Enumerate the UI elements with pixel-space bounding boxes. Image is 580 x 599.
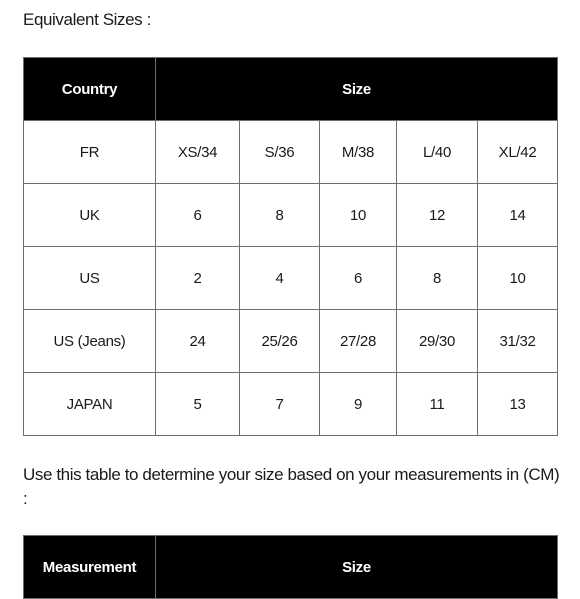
size-cell: L/40 <box>397 121 478 184</box>
size-cell: 5 <box>156 373 240 436</box>
size-cell: 6 <box>156 184 240 247</box>
measurement-column-header: Measurement <box>24 536 156 599</box>
size-column-header: Size <box>156 536 558 599</box>
size-cell: 29/30 <box>397 310 478 373</box>
size-cell: 25/26 <box>240 310 320 373</box>
size-cell: S/36 <box>240 121 320 184</box>
country-cell: JAPAN <box>24 373 156 436</box>
size-cell: 10 <box>478 247 558 310</box>
size-cell: 14 <box>478 184 558 247</box>
size-cell: 4 <box>240 247 320 310</box>
size-cell: 2 <box>156 247 240 310</box>
size-cell: 12 <box>397 184 478 247</box>
table-row <box>24 184 558 247</box>
table-row <box>24 310 558 373</box>
size-cell: 31/32 <box>478 310 558 373</box>
size-cell: 11 <box>397 373 478 436</box>
table-header-row <box>24 536 558 599</box>
equivalent-sizes-heading: Equivalent Sizes : <box>23 10 151 29</box>
table-row <box>24 247 558 310</box>
table-header-row <box>24 58 558 121</box>
country-column-header: Country <box>24 58 156 121</box>
size-cell: M/38 <box>320 121 397 184</box>
size-cell: 8 <box>397 247 478 310</box>
country-cell: US (Jeans) <box>24 310 156 373</box>
size-column-header: Size <box>156 58 558 121</box>
size-cell: 10 <box>320 184 397 247</box>
country-cell: US <box>24 247 156 310</box>
size-cell: XS/34 <box>156 121 240 184</box>
size-cell: 7 <box>240 373 320 436</box>
table-row <box>24 373 558 436</box>
size-cell: 24 <box>156 310 240 373</box>
size-cell: 13 <box>478 373 558 436</box>
size-cell: XL/42 <box>478 121 558 184</box>
size-cell: 9 <box>320 373 397 436</box>
equivalent-sizes-table <box>23 57 558 436</box>
country-cell: FR <box>24 121 156 184</box>
size-cell: 6 <box>320 247 397 310</box>
country-cell: UK <box>24 184 156 247</box>
measurements-heading: Use this table to determine your size based on your measurements in (CM) : <box>23 465 560 508</box>
size-cell: 27/28 <box>320 310 397 373</box>
size-cell: 8 <box>240 184 320 247</box>
measurements-table <box>23 535 558 599</box>
table-row <box>24 121 558 184</box>
